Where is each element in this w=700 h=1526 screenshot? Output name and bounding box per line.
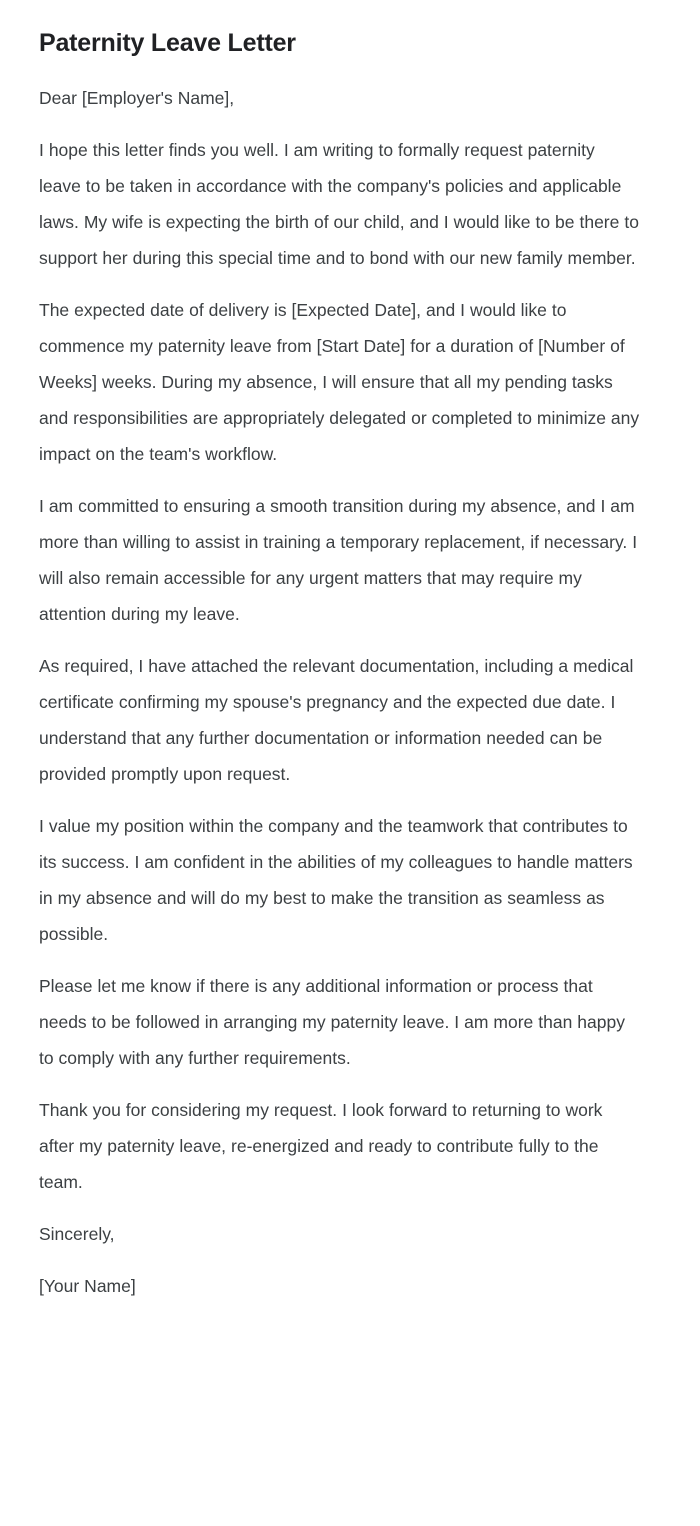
letter-body xyxy=(39,80,640,1304)
salutation-paragraph: Dear [Employer's Name], xyxy=(39,88,235,108)
signoff-line: Sincerely, xyxy=(39,1224,115,1244)
transition-paragraph: I am committed to ensuring a smooth transition during my absence, and I am more than willing to assist in training a temporary replacement, if necessary. I will also remain accessible for any urgent matters that may require my attention during my leave. xyxy=(39,496,638,624)
teamwork-paragraph: I value my position within the company and the teamwork that contributes to its success. I am confident in the abilities of my colleagues to handle matters in my absence and will do my best to make the transition as seamless as possible. xyxy=(39,816,633,944)
leave-dates-paragraph: The expected date of delivery is [Expected Date], and I would like to commence my paternity leave from [Start Date] for a duration of [Number of Weeks] weeks. During my absence, I will ensure that all my pending tasks and responsibilities are appropriately delegated or completed to minimize any impact on the team's workflow. xyxy=(39,300,640,464)
closing-thanks-paragraph: Thank you for considering my request. I look forward to returning to work after my paternity leave, re-energized and ready to contribute fully to the team. xyxy=(39,1100,603,1192)
page-title: Paternity Leave Letter xyxy=(39,29,296,57)
documentation-paragraph: As required, I have attached the relevant documentation, including a medical certificate confirming my spouse's pregnancy and the expected due date. I understand that any further documentation or information needed can be provided promptly upon request. xyxy=(39,656,634,784)
process-paragraph: Please let me know if there is any additional information or process that needs to be followed in arranging my paternity leave. I am more than happy to comply with any further requirements. xyxy=(39,976,625,1068)
intro-paragraph: I hope this letter finds you well. I am writing to formally request paternity leave to be taken in accordance with the company's policies and applicable laws. My wife is expecting the birth of our child, and I would like to be there to support her during this special time and to bond with our new family member. xyxy=(39,140,639,268)
signature-name-placeholder: [Your Name] xyxy=(39,1276,136,1296)
